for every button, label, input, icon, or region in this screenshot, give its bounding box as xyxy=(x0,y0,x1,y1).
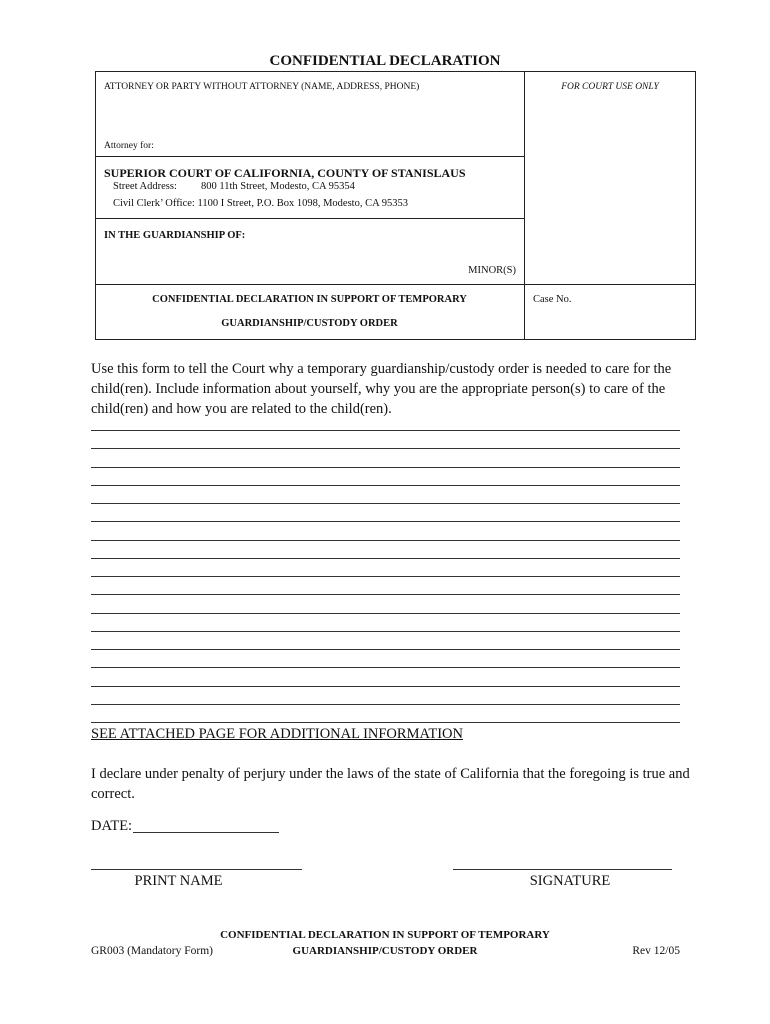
date-label: DATE: xyxy=(91,818,133,834)
minors-label: MINOR(S) xyxy=(468,265,516,276)
writing-line[interactable] xyxy=(91,576,680,577)
court-use-label: FOR COURT USE ONLY xyxy=(561,82,659,92)
writing-line[interactable] xyxy=(91,686,680,687)
attorney-label: ATTORNEY OR PARTY WITHOUT ATTORNEY (NAME, ADDRESS, PHONE) xyxy=(104,82,420,92)
street-label: Street Address: xyxy=(113,181,177,192)
page-title: CONFIDENTIAL DECLARATION xyxy=(269,53,501,69)
writing-line[interactable] xyxy=(91,613,680,614)
writing-line[interactable] xyxy=(91,448,680,449)
footer-title-line2: GUARDIANSHIP/CUSTODY ORDER xyxy=(292,945,478,957)
writing-line[interactable] xyxy=(91,649,680,650)
print-name-label: PRINT NAME xyxy=(134,873,223,889)
caption-divider-1 xyxy=(95,156,524,157)
case-no-label: Case No. xyxy=(533,294,572,305)
writing-line[interactable] xyxy=(91,485,680,486)
writing-line[interactable] xyxy=(91,594,680,595)
date-field[interactable] xyxy=(133,832,279,833)
writing-line[interactable] xyxy=(91,722,680,723)
writing-line[interactable] xyxy=(91,540,680,541)
minor-names-field[interactable] xyxy=(104,245,516,263)
form-id: GR003 (Mandatory Form) xyxy=(91,945,214,957)
revision-label: Rev 12/05 xyxy=(632,945,680,957)
see-attached-option[interactable]: SEE ATTACHED PAGE FOR ADDITIONAL INFORMATION xyxy=(91,726,463,742)
writing-line[interactable] xyxy=(91,430,680,431)
clerk-office-line: Civil Clerk’ Office: 1100 I Street, P.O. Box 1098, Modesto, CA 95353 xyxy=(113,198,408,209)
street-value: 800 11th Street, Modesto, CA 95354 xyxy=(201,181,355,192)
writing-line[interactable] xyxy=(91,631,680,632)
caption-divider-vertical xyxy=(524,71,525,340)
attorney-info-field[interactable] xyxy=(104,90,516,138)
caption-divider-3 xyxy=(95,284,696,285)
caption-divider-2 xyxy=(95,218,524,219)
footer-title-line1: CONFIDENTIAL DECLARATION IN SUPPORT OF TEMPORARY xyxy=(220,929,550,941)
writing-line[interactable] xyxy=(91,467,680,468)
doc-title-line1: CONFIDENTIAL DECLARATION IN SUPPORT OF TEMPORARY xyxy=(152,294,467,305)
writing-line[interactable] xyxy=(91,503,680,504)
attorney-for-label: Attorney for: xyxy=(104,141,154,151)
signature-field[interactable] xyxy=(453,869,672,870)
guardianship-label: IN THE GUARDIANSHIP OF: xyxy=(104,230,246,241)
writing-line[interactable] xyxy=(91,521,680,522)
instructions-text: Use this form to tell the Court why a temporary guardianship/custody order is needed to care for the child(ren). Include information about yourself, why you are the appropriate person(s) to care of the child(ren) and how you are related to the child(ren). xyxy=(91,361,672,417)
writing-line[interactable] xyxy=(91,667,680,668)
doc-title-line2: GUARDIANSHIP/CUSTODY ORDER xyxy=(221,318,398,329)
writing-line[interactable] xyxy=(91,704,680,705)
signature-label: SIGNATURE xyxy=(529,873,611,889)
print-name-field[interactable] xyxy=(91,869,302,870)
court-name: SUPERIOR COURT OF CALIFORNIA, COUNTY OF STANISLAUS xyxy=(104,166,466,180)
case-no-field[interactable] xyxy=(580,292,690,308)
declaration-text: I declare under penalty of perjury under the laws of the state of California that the foregoing is true and correct. xyxy=(91,766,690,802)
writing-line[interactable] xyxy=(91,558,680,559)
